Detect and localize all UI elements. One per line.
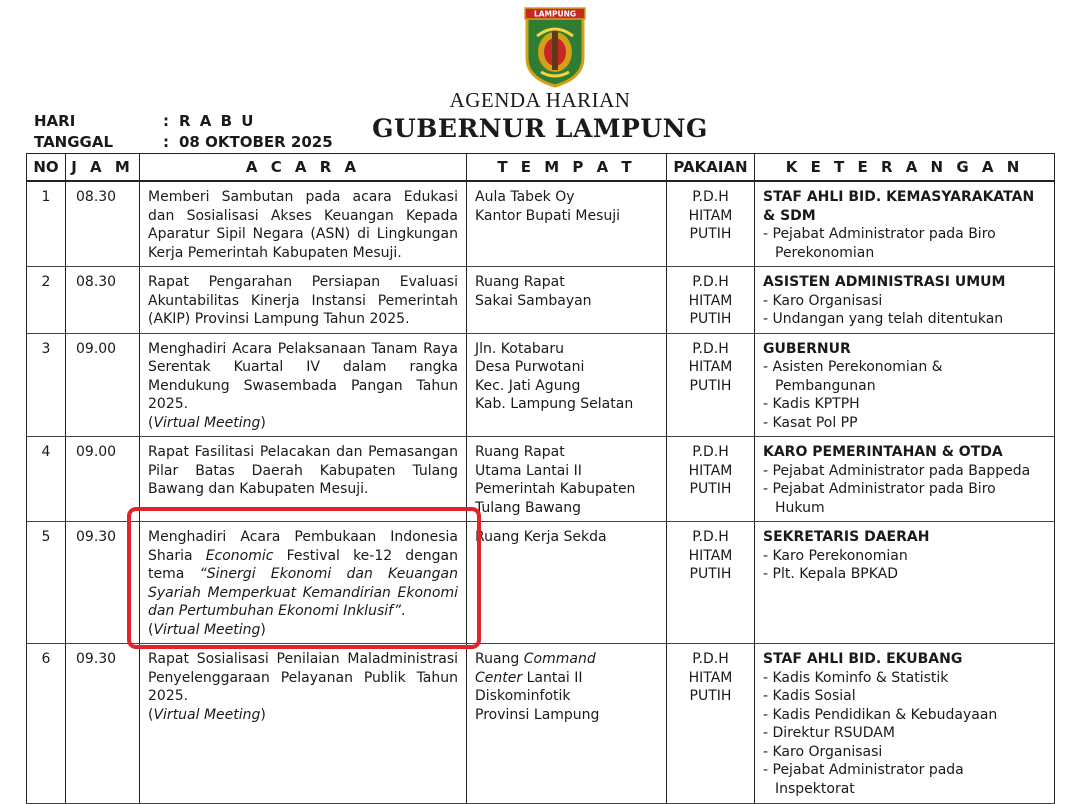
acara-text: Rapat Sosialisasi Penilaian Maladministrasi Penyelenggaraan Pelayanan Publik Tahun 2025. [148, 651, 458, 704]
table-row [27, 267, 1055, 334]
row-pakaian [667, 437, 755, 522]
pakaian-line: HITAM [688, 292, 733, 309]
governor-title: GUBERNUR LAMPUNG [372, 114, 708, 143]
pakaian-line: HITAM [688, 547, 733, 564]
row-pakaian [667, 644, 755, 804]
tempat-line: Tulang Bawang [475, 499, 581, 516]
row-keterangan [755, 333, 1055, 437]
acara-part: . [400, 603, 406, 619]
row-jam: 09.00 [66, 437, 140, 522]
ket-item: - Pejabat Administrator pada Biro Hukum [763, 481, 996, 516]
row-no: 2 [27, 267, 66, 334]
tanggal-label: TANGGAL [34, 133, 114, 151]
ket-item: - Pejabat Administrator pada Inspektorat [763, 762, 964, 797]
row-keterangan [755, 181, 1055, 267]
row-jam: 08.30 [66, 267, 140, 334]
row-acara [140, 522, 467, 644]
colon: : [163, 133, 169, 151]
virtual-note [148, 414, 458, 433]
row-acara [140, 644, 467, 804]
acara-theme-italic: “Sinergi Ekonomi dan Keuangan Syariah Memperkuat Kemandirian Ekonomi dan Pertumbuhan Ekonomi Inklusif” [148, 566, 458, 619]
tempat-line: Sakai Sambayan [475, 292, 592, 309]
tempat-line: Aula Tabek Oy [475, 189, 575, 205]
virtual-meeting: Virtual Meeting [153, 414, 261, 431]
ket-item: - Kasat Pol PP [763, 414, 858, 431]
row-acara: Rapat Fasilitasi Pelacakan dan Pemasangan Pilar Batas Daerah Kabupaten Tulang Bawang dan Kabupaten Mesuji. [140, 437, 467, 522]
paren-open: ( [148, 414, 154, 431]
row-pakaian [667, 181, 755, 267]
ket-item: - Kadis Sosial [763, 688, 856, 704]
tempat-part: Lantai II [522, 669, 583, 686]
virtual-note [148, 621, 458, 640]
lampung-emblem [523, 6, 587, 88]
row-keterangan [755, 437, 1055, 522]
col-acara: A C A R A [140, 154, 467, 182]
row-tempat [467, 267, 667, 334]
tempat-line: Kec. Jati Agung [475, 377, 581, 394]
tempat-part-italic: Command [523, 651, 596, 667]
pakaian-line: P.D.H [692, 340, 729, 357]
pakaian-line: P.D.H [692, 651, 729, 667]
row-jam: 09.30 [66, 522, 140, 644]
row-jam: 09.00 [66, 333, 140, 437]
ket-item: - Karo Perekonomian [763, 547, 908, 564]
paren-close: ) [260, 706, 266, 723]
ket-item: - Undangan yang telah ditentukan [763, 311, 1004, 327]
ket-item: - Pejabat Administrator pada Bappeda [763, 462, 1031, 479]
hari-value: R A B U [179, 112, 256, 130]
row-keterangan [755, 644, 1055, 804]
ket-item: - Pejabat Administrator pada Biro Perekonomian [763, 226, 996, 261]
ket-item: - Asisten Perekonomian & Pembangunan [763, 359, 943, 394]
tempat-line: Kantor Bupati Mesuji [475, 207, 621, 224]
pakaian-line: HITAM [688, 462, 733, 479]
col-tempat: T E M P A T [467, 154, 667, 182]
pakaian-line: PUTIH [689, 481, 732, 497]
pakaian-line: P.D.H [692, 189, 729, 205]
col-jam: J A M [66, 154, 140, 182]
pakaian-line: P.D.H [692, 444, 729, 460]
agenda-title: AGENDA HARIAN [449, 88, 631, 112]
agenda-table [26, 153, 1055, 804]
col-pakaian: PAKAIAN [667, 154, 755, 182]
tanggal-value: 08 OKTOBER 2025 [179, 133, 333, 151]
row-keterangan [755, 522, 1055, 644]
ket-item: - Direktur RSUDAM [763, 725, 895, 741]
acara-part: Festival ke-12 dengan tema [148, 547, 459, 582]
row-tempat [467, 437, 667, 522]
table-row [27, 181, 1055, 267]
pakaian-line: HITAM [688, 207, 733, 224]
pakaian-line: P.D.H [692, 274, 729, 290]
tanggal-value-row [163, 133, 333, 151]
ket-item: - Karo Organisasi [763, 743, 883, 760]
tempat-line: Ruang Kerja Sekda [475, 529, 607, 545]
table-row [27, 644, 1055, 804]
acara-text: Menghadiri Acara Pelaksanaan Tanam Raya Serentak Kuartal IV dalam rangka Mendukung Swasembada Pangan Tahun 2025. [148, 340, 458, 412]
row-no: 1 [27, 181, 66, 267]
ket-title: STAF AHLI BID. KEMASYARAKATAN & SDM [763, 189, 1035, 224]
tempat-line: Ruang Rapat [475, 274, 565, 290]
tempat-line [475, 650, 658, 669]
ket-title: KARO PEMERINTAHAN & OTDA [763, 444, 1003, 460]
tempat-line: Desa Purwotani [475, 359, 585, 375]
row-jam: 09.30 [66, 644, 140, 804]
acara-part-italic: Economic [205, 547, 274, 564]
row-tempat [467, 644, 667, 804]
table-row [27, 437, 1055, 522]
paren-open: ( [148, 621, 154, 638]
tempat-line: Diskominfotik [475, 688, 571, 704]
pakaian-line: HITAM [688, 359, 733, 375]
ket-item: - Kadis Pendidikan & Kebudayaan [763, 706, 998, 723]
colon: : [163, 112, 169, 130]
pakaian-line: PUTIH [689, 377, 732, 394]
ket-item: - Plt. Kepala BPKAD [763, 566, 899, 582]
tempat-part-italic: Center [475, 669, 523, 686]
tempat-line: Utama Lantai II [475, 462, 582, 479]
row-acara [140, 333, 467, 437]
tempat-line: Pemerintah Kabupaten [475, 481, 636, 497]
paren-close: ) [260, 621, 266, 638]
row-acara: Memberi Sambutan pada acara Edukasi dan Sosialisasi Akses Keuangan Kepada Aparatur Sipil Negara (ASN) di Lingkungan Kerja Pemerintah Kabupaten Mesuji. [140, 181, 467, 267]
pakaian-line: PUTIH [689, 688, 732, 704]
ket-title: STAF AHLI BID. EKUBANG [763, 651, 963, 667]
row-tempat [467, 333, 667, 437]
pakaian-line: PUTIH [689, 311, 732, 327]
virtual-note [148, 706, 458, 725]
tempat-line: Jln. Kotabaru [475, 340, 565, 357]
pakaian-line: HITAM [688, 669, 733, 686]
paren-open: ( [148, 706, 154, 723]
hari-label: HARI [34, 112, 76, 130]
row-no: 6 [27, 644, 66, 804]
col-keterangan: K E T E R A N G A N [755, 154, 1055, 182]
tempat-part: Ruang [475, 651, 524, 667]
tempat-line [475, 669, 658, 688]
ket-title: ASISTEN ADMINISTRASI UMUM [763, 274, 1006, 290]
virtual-meeting: Virtual Meeting [153, 706, 261, 723]
ket-title: GUBERNUR [763, 340, 851, 357]
row-pakaian [667, 267, 755, 334]
table-row [27, 522, 1055, 644]
row-pakaian [667, 522, 755, 644]
row-acara: Rapat Pengarahan Persiapan Evaluasi Akuntabilitas Kinerja Instansi Pemerintah (AKIP) Provinsi Lampung Tahun 2025. [140, 267, 467, 334]
row-no: 3 [27, 333, 66, 437]
acara-text [148, 528, 458, 621]
ket-item: - Karo Organisasi [763, 292, 883, 309]
row-tempat [467, 181, 667, 267]
row-keterangan [755, 267, 1055, 334]
ket-item: - Kadis Kominfo & Statistik [763, 669, 949, 686]
row-pakaian [667, 333, 755, 437]
pakaian-line: P.D.H [692, 529, 729, 545]
virtual-meeting: Virtual Meeting [153, 621, 261, 638]
tempat-line: Kab. Lampung Selatan [475, 396, 634, 412]
pakaian-line: PUTIH [689, 226, 732, 242]
hari-value-row [163, 112, 255, 130]
tempat-line: Ruang Rapat [475, 444, 565, 460]
paren-close: ) [260, 414, 266, 431]
acara-part: Menghadiri Acara Pembukaan Indonesia Sharia [148, 529, 458, 564]
table-row [27, 333, 1055, 437]
row-jam: 08.30 [66, 181, 140, 267]
row-no: 5 [27, 522, 66, 644]
col-no: NO [27, 154, 66, 182]
tempat-line: Provinsi Lampung [475, 706, 600, 723]
table-header-row [27, 154, 1055, 182]
ket-title: SEKRETARIS DAERAH [763, 529, 930, 545]
row-tempat [467, 522, 667, 644]
ket-item: - Kadis KPTPH [763, 396, 860, 412]
pakaian-line: PUTIH [689, 566, 732, 582]
emblem-banner-text: LAMPUNG [533, 9, 577, 19]
row-no: 4 [27, 437, 66, 522]
